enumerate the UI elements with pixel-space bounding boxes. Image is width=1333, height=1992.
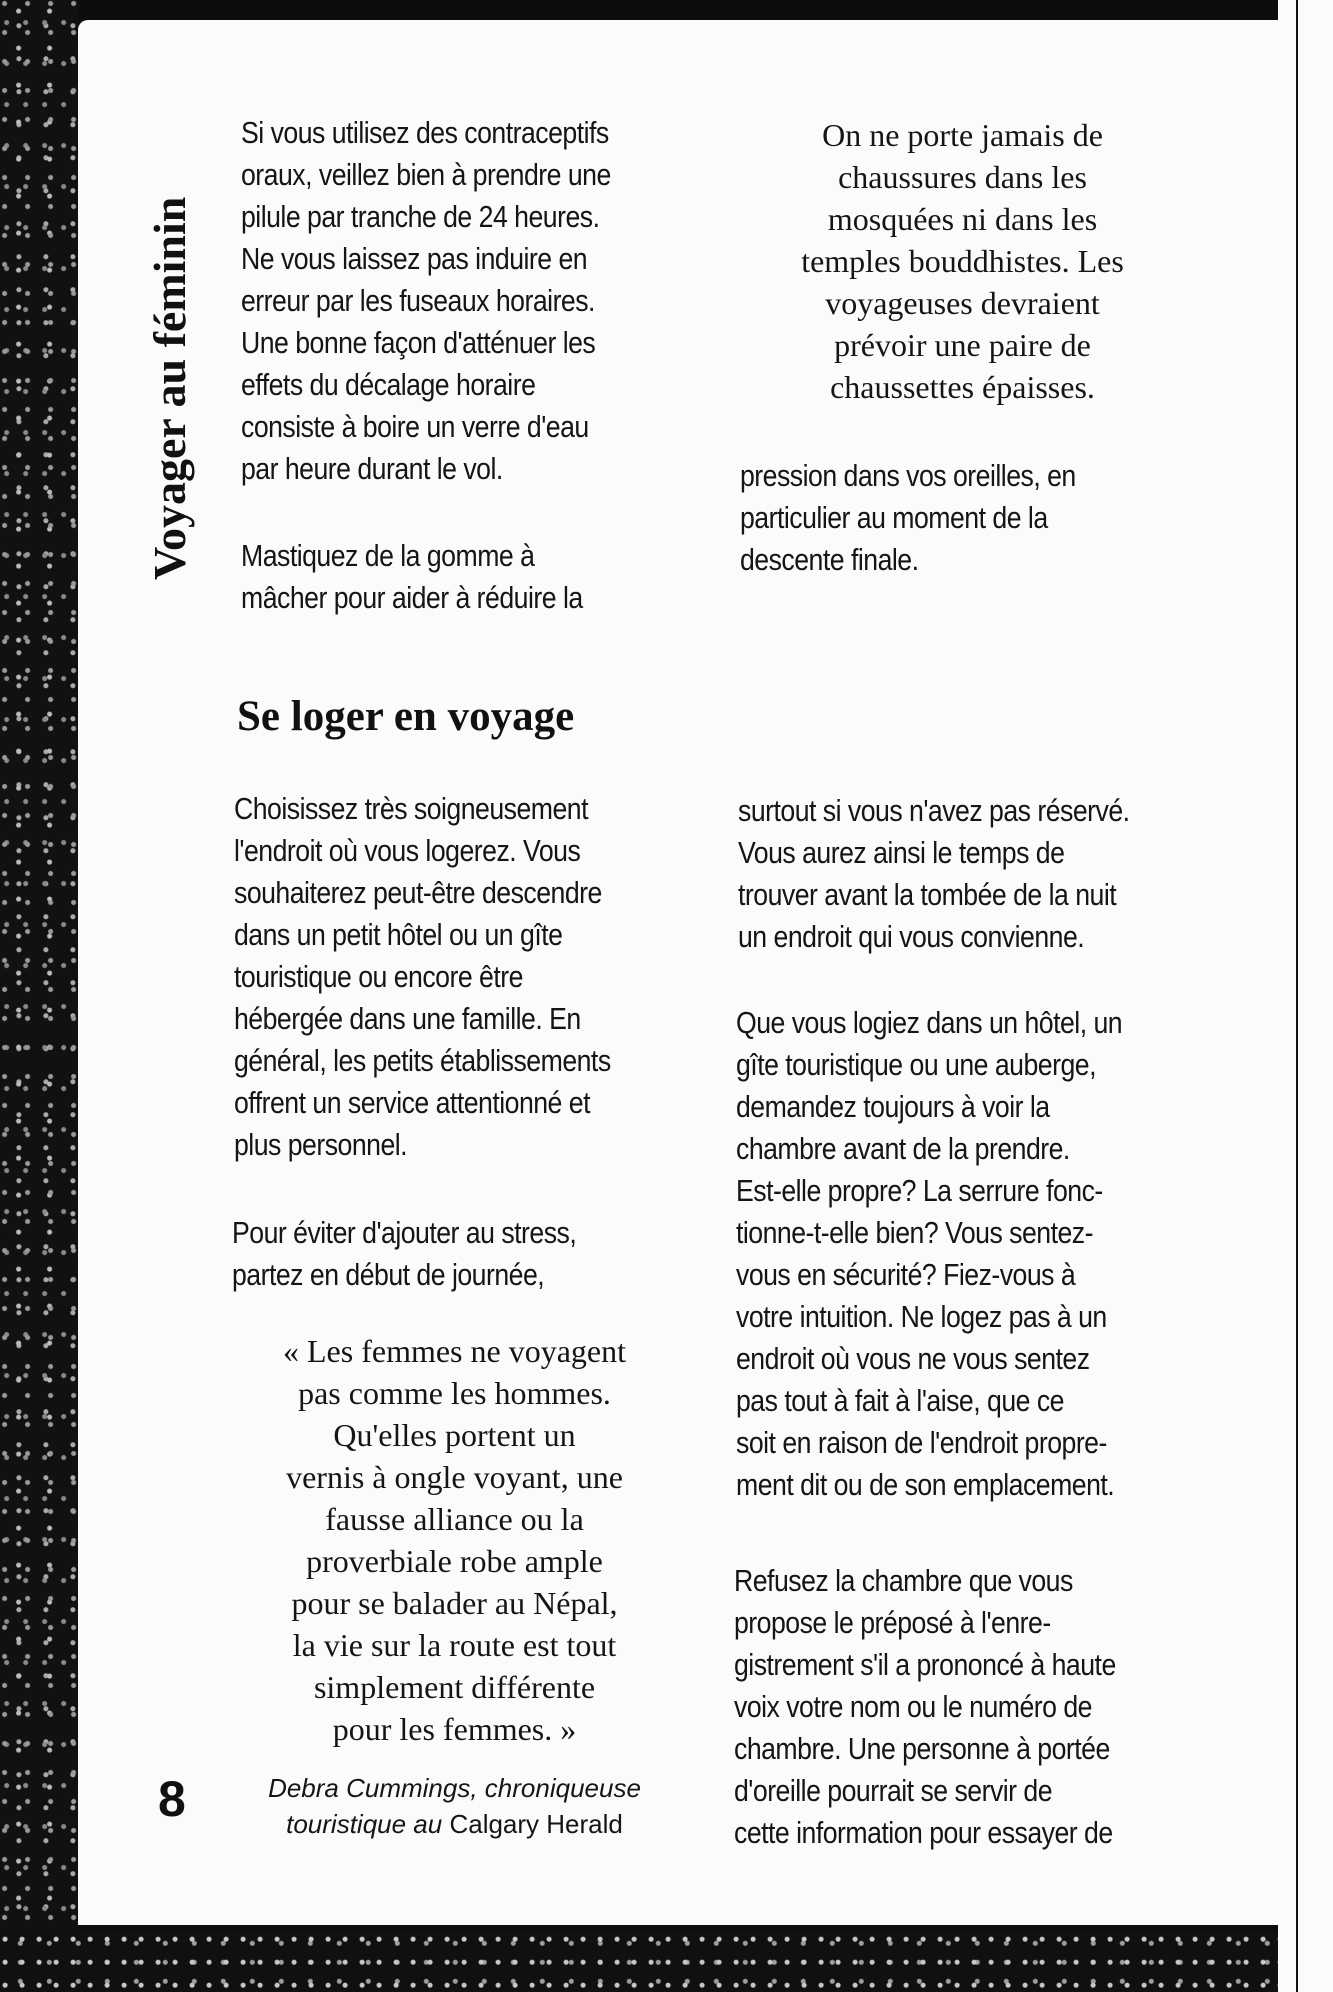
text-line: mosquées ni dans les bbox=[827, 201, 1098, 237]
attribution-newspaper: Calgary Herald bbox=[449, 1809, 623, 1839]
text-line: Vous aurez ainsi le temps de bbox=[738, 835, 1065, 870]
text-line: particulier au moment de la bbox=[740, 500, 1048, 535]
text-line: Pour éviter d'ajouter au stress, bbox=[232, 1215, 577, 1250]
text-line: fausse alliance ou la bbox=[325, 1501, 584, 1537]
text-line: chaussettes épaisses. bbox=[830, 369, 1095, 405]
col1-bottom-para1 bbox=[234, 788, 611, 1166]
text-line: hébergée dans une famille. En bbox=[234, 1001, 581, 1036]
text-line: gistrement s'il a prononcé à haute bbox=[734, 1647, 1116, 1682]
text-line: surtout si vous n'avez pas réservé. bbox=[738, 793, 1130, 828]
text-line: proverbiale robe ample bbox=[306, 1543, 603, 1579]
text-line: consiste à boire un verre d'eau bbox=[241, 409, 589, 444]
text-line: Que vous logiez dans un hôtel, un bbox=[736, 1005, 1123, 1040]
text-line: temples bouddhistes. Les bbox=[801, 243, 1124, 279]
text-line: prévoir une paire de bbox=[834, 327, 1091, 363]
text-line: Refusez la chambre que vous bbox=[734, 1563, 1073, 1598]
section-heading: Se loger en voyage bbox=[237, 693, 575, 740]
scan-border-left bbox=[0, 0, 78, 1992]
col2-bottom-para3 bbox=[734, 1560, 1116, 1854]
text-line: un endroit qui vous convienne. bbox=[738, 919, 1085, 954]
col1-bottom-para2 bbox=[232, 1212, 576, 1296]
attribution-line-2 bbox=[232, 1806, 677, 1842]
text-line: la vie sur la route est tout bbox=[292, 1627, 617, 1663]
col1-top-para2 bbox=[241, 535, 583, 619]
text-line: pour se balader au Népal, bbox=[291, 1585, 618, 1621]
attribution-role: touristique au bbox=[286, 1809, 450, 1839]
text-line: erreur par les fuseaux horaires. bbox=[241, 283, 595, 318]
text-line: d'oreille pourrait se servir de bbox=[734, 1773, 1053, 1808]
text-line: soit en raison de l'endroit propre- bbox=[736, 1425, 1107, 1460]
text-line: Est-elle propre? La serrure fonc- bbox=[736, 1173, 1103, 1208]
text-line: vous en sécurité? Fiez-vous à bbox=[736, 1257, 1076, 1292]
text-line: endroit où vous ne vous sentez bbox=[736, 1341, 1090, 1376]
col2-top-para bbox=[740, 455, 1076, 581]
text-line: chambre avant de la prendre. bbox=[736, 1131, 1070, 1166]
text-line: pilule par tranche de 24 heures. bbox=[241, 199, 600, 234]
text-line: Si vous utilisez des contraceptifs bbox=[241, 115, 609, 150]
text-line: simplement différente bbox=[313, 1669, 596, 1705]
quote-attribution bbox=[232, 1770, 677, 1842]
text-line: « Les femmes ne voyagent bbox=[283, 1333, 626, 1369]
text-line: l'endroit où vous logerez. Vous bbox=[234, 833, 581, 868]
col1-top-para1 bbox=[241, 112, 611, 490]
text-line: voix votre nom ou le numéro de bbox=[734, 1689, 1092, 1724]
text-line: trouver avant la tombée de la nuit bbox=[738, 877, 1117, 912]
text-line: oraux, veillez bien à prendre une bbox=[241, 157, 611, 192]
text-line: demandez toujours à voir la bbox=[736, 1089, 1050, 1124]
text-line: On ne porte jamais de bbox=[822, 117, 1103, 153]
pullquote-shoes bbox=[740, 114, 1185, 408]
text-line: par heure durant le vol. bbox=[241, 451, 503, 486]
text-line: voyageuses devraient bbox=[825, 285, 1100, 321]
text-line: Mastiquez de la gomme à bbox=[241, 538, 535, 573]
text-line: pas tout à fait à l'aise, que ce bbox=[736, 1383, 1064, 1418]
text-line: gîte touristique ou une auberge, bbox=[736, 1047, 1096, 1082]
col2-bottom-para2 bbox=[736, 1002, 1122, 1506]
text-line: offrent un service attentionné et bbox=[234, 1085, 590, 1120]
text-line: votre intuition. Ne logez pas à un bbox=[736, 1299, 1107, 1334]
text-line: ment dit ou de son emplacement. bbox=[736, 1467, 1115, 1502]
text-line: partez en début de journée, bbox=[232, 1257, 545, 1292]
text-line: mâcher pour aider à réduire la bbox=[241, 580, 583, 615]
text-line: chambre. Une personne à portée bbox=[734, 1731, 1110, 1766]
page-number: 8 bbox=[158, 1771, 186, 1827]
scan-border-bottom bbox=[0, 1930, 1333, 1992]
text-line: cette information pour essayer de bbox=[734, 1815, 1113, 1850]
text-line: effets du décalage horaire bbox=[241, 367, 536, 402]
text-line: touristique ou encore être bbox=[234, 959, 523, 994]
text-line: général, les petits établissements bbox=[234, 1043, 611, 1078]
text-line: Ne vous laissez pas induire en bbox=[241, 241, 588, 276]
text-line: vernis à ongle voyant, une bbox=[286, 1459, 623, 1495]
text-line: plus personnel. bbox=[234, 1127, 408, 1162]
text-line: descente finale. bbox=[740, 542, 919, 577]
col2-bottom-para1 bbox=[738, 790, 1130, 958]
text-line: dans un petit hôtel ou un gîte bbox=[234, 917, 563, 952]
text-line: pour les femmes. » bbox=[332, 1711, 577, 1747]
text-line: pas comme les hommes. bbox=[298, 1375, 611, 1411]
page-edge-right bbox=[1278, 0, 1333, 1992]
text-line: Qu'elles portent un bbox=[333, 1417, 576, 1453]
text-line: pression dans vos oreilles, en bbox=[740, 458, 1076, 493]
text-line: tionne-t-elle bien? Vous sentez- bbox=[736, 1215, 1093, 1250]
text-line: souhaiterez peut-être descendre bbox=[234, 875, 602, 910]
text-line: chaussures dans les bbox=[838, 159, 1087, 195]
text-line: propose le préposé à l'enre- bbox=[734, 1605, 1051, 1640]
pullquote-women bbox=[232, 1330, 677, 1750]
text-line: Choisissez très soigneusement bbox=[234, 791, 589, 826]
text-line: Une bonne façon d'atténuer les bbox=[241, 325, 596, 360]
attribution-line-1: Debra Cummings, chroniqueuse bbox=[268, 1773, 641, 1803]
running-title bbox=[143, 500, 196, 580]
